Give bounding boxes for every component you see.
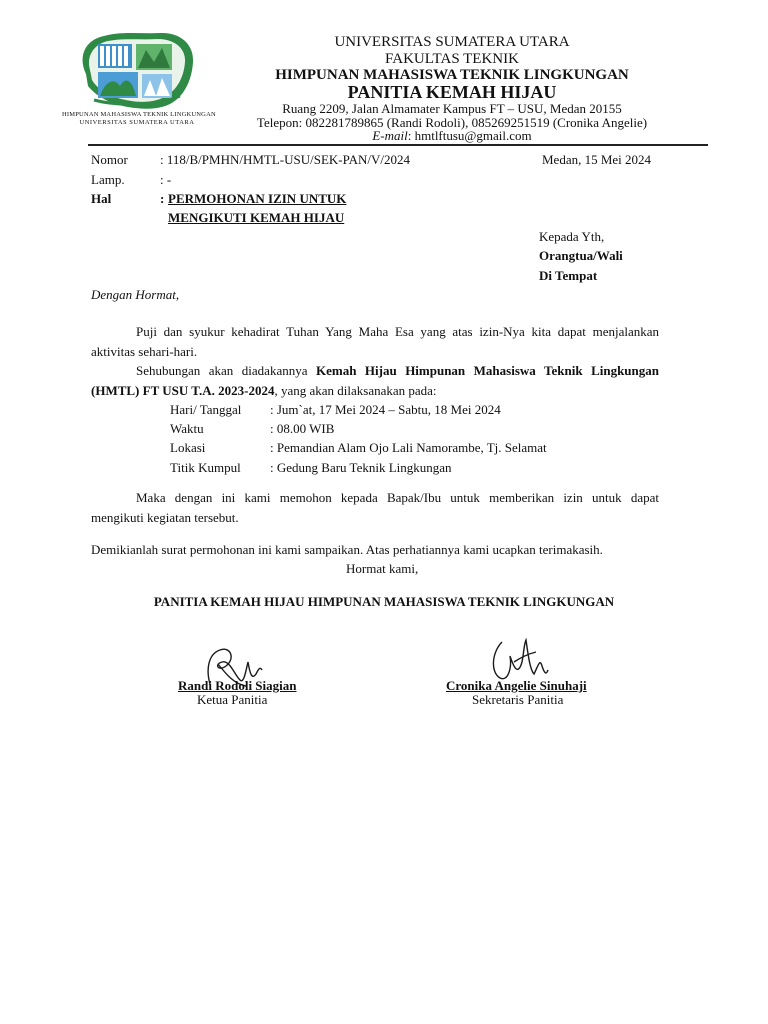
letterhead-email — [190, 128, 714, 144]
lamp-value: : - — [160, 172, 172, 187]
hal-colon: : — [160, 191, 165, 206]
paragraph2-line2-post: , yang akan dilaksanakan pada: — [274, 383, 437, 398]
recipient-line2: Orangtua/Wali — [539, 248, 623, 263]
paragraph2-line1-pre: Sehubungan akan diadakannya — [136, 363, 316, 378]
paragraph2-line1 — [136, 363, 659, 379]
paragraph2-event-year: (HMTL) FT USU T.A. 2023-2024 — [91, 383, 275, 398]
greeting: Dengan Hormat, — [91, 287, 180, 302]
detail-label-date: Hari/ Tanggal — [170, 402, 242, 417]
hal-subject-line1: PERMOHONAN IZIN UNTUK — [168, 191, 347, 206]
nomor-label: Nomor — [91, 152, 128, 167]
signatory-left-name: Randi Rodoli Siagian — [178, 678, 297, 693]
paragraph1-line1: Puji dan syukur kehadirat Tuhan Yang Maha Esa yang atas izin-Nya kita dapat menjalankan — [136, 324, 659, 339]
detail-value-time: : 08.00 WIB — [270, 421, 335, 436]
paragraph2-line2 — [91, 383, 437, 399]
hal-subject-line2: MENGIKUTI KEMAH HIJAU — [168, 210, 345, 225]
logo-caption-line2: UNIVERSITAS SUMATERA UTARA — [79, 119, 195, 126]
paragraph1-line2: aktivitas sehari-hari. — [91, 344, 198, 359]
letterhead-association: HIMPUNAN MAHASISWA TEKNIK LINGKUNGAN — [275, 67, 629, 83]
letterhead-university: UNIVERSITAS SUMATERA UTARA — [334, 34, 570, 50]
paragraph2-event-name: Kemah Hijau Himpunan Mahasiswa Teknik Lingkungan — [315, 363, 659, 378]
detail-value-date: : Jum`at, 17 Mei 2024 – Sabtu, 18 Mei 2024 — [270, 402, 501, 417]
letterhead-phone: Telepon: 082281789865 (Randi Rodoli), 085269251519 (Cronika Angelie) — [256, 115, 648, 130]
detail-value-location: : Pemandian Alam Ojo Lali Namorambe, Tj. Selamat — [270, 440, 547, 455]
committee-title: PANITIA KEMAH HIJAU HIMPUNAN MAHASISWA TEKNIK LINGKUNGAN — [153, 594, 615, 609]
paragraph3-line1: Maka dengan ini kami memohon kepada Bapak/Ibu untuk memberikan izin untuk dapat — [136, 490, 659, 505]
detail-label-meeting-point: Titik Kumpul — [170, 460, 241, 475]
letterhead-faculty: FAKULTAS TEKNIK — [385, 51, 519, 67]
detail-value-meeting-point: : Gedung Baru Teknik Lingkungan — [270, 460, 452, 475]
logo-caption-line1: HIMPUNAN MAHASISWA TEKNIK LINGKUNGAN — [62, 111, 216, 118]
closing-sentence: Demikianlah surat permohonan ini kami sampaikan. Atas perhatiannya kami ucapkan terimakasih. — [91, 542, 603, 557]
signatory-right-name: Cronika Angelie Sinuhaji — [446, 678, 587, 693]
nomor-value: : 118/B/PMHN/HMTL-USU/SEK-PAN/V/2024 — [160, 152, 411, 167]
lamp-label: Lamp. — [91, 172, 125, 187]
letterhead-divider — [88, 144, 708, 146]
email-label: E-mail — [372, 128, 408, 143]
hmtl-logo — [76, 30, 198, 112]
signatory-right-role: Sekretaris Panitia — [472, 692, 564, 707]
detail-label-location: Lokasi — [170, 440, 206, 455]
letterhead-committee: PANITIA KEMAH HIJAU — [347, 82, 557, 102]
detail-label-time: Waktu — [170, 421, 204, 436]
regards: Hormat kami, — [346, 561, 419, 576]
letterhead-address: Ruang 2209, Jalan Almamater Kampus FT – USU, Medan 20155 — [282, 101, 622, 116]
hal-label: Hal — [91, 191, 112, 206]
signatory-left-role: Ketua Panitia — [197, 692, 268, 707]
letter-date: Medan, 15 Mei 2024 — [542, 152, 652, 167]
recipient-line3: Di Tempat — [539, 268, 598, 283]
paragraph3-line2: mengikuti kegiatan tersebut. — [91, 510, 239, 525]
email-value: : hmtlftusu@gmail.com — [407, 128, 532, 143]
recipient-line1: Kepada Yth, — [539, 229, 605, 244]
